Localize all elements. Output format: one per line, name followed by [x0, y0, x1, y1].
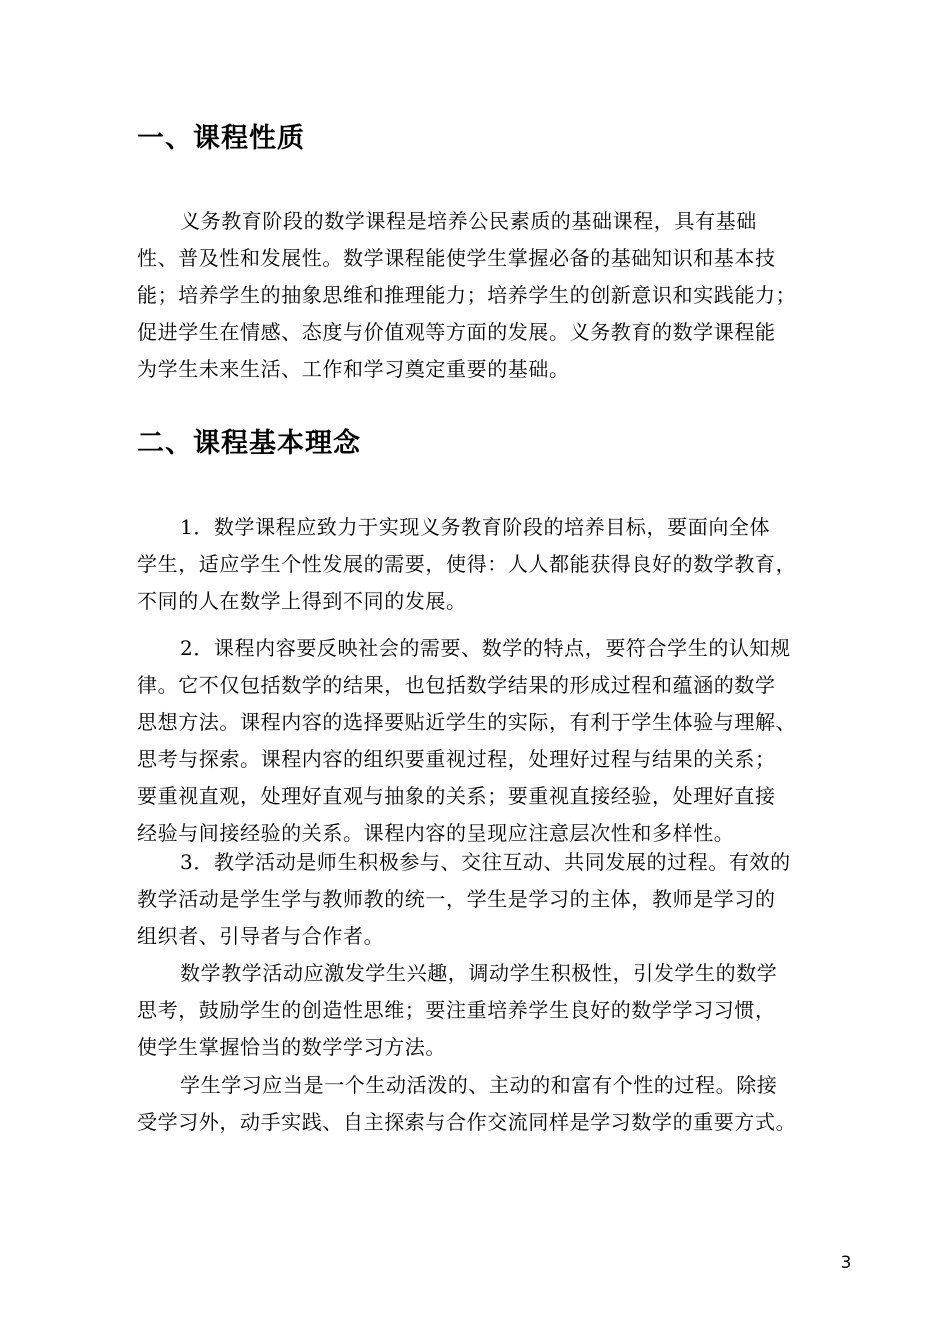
- text-line: 律。它不仅包括数学的结果，也包括数学结果的形成过程和蕴涵的数学: [137, 673, 776, 697]
- text-line: 教学活动是学生学与教师教的统一，学生是学习的主体，教师是学习的: [137, 887, 776, 911]
- text-line: 使学生掌握恰当的数学学习方法。: [137, 1035, 446, 1059]
- text-line: 学生学习应当是一个生动活泼的、主动的和富有个性的过程。除接: [180, 1073, 778, 1097]
- text-line: 思考，鼓励学生的创造性思维；要注重培养学生良好的数学学习习惯，: [137, 998, 776, 1022]
- text-line: 2．课程内容要反映社会的需要、数学的特点，要符合学生的认知规: [180, 636, 791, 660]
- text-line: 性、普及性和发展性。数学课程能使学生掌握必备的基础知识和基本技: [137, 246, 776, 270]
- section-heading-course-nature: 一、课程性质: [137, 123, 305, 154]
- text-line: 3．教学活动是师生积极参与、交往互动、共同发展的过程。有效的: [180, 850, 791, 874]
- paragraph-course-nature: [137, 203, 827, 388]
- text-line: 义务教育阶段的数学课程是培养公民素质的基础课程，具有基础: [180, 209, 757, 233]
- paragraph-concept-2: [137, 630, 827, 852]
- text-line: 思考与探索。课程内容的组织要重视过程，处理好过程与结果的关系；: [137, 747, 776, 771]
- text-line: 受学习外，动手实践、自主探索与合作交流同样是学习数学的重要方式。: [137, 1110, 797, 1134]
- text-line: 不同的人在数学上得到不同的发展。: [137, 589, 467, 613]
- section-heading-basic-concepts: 二、课程基本理念: [137, 428, 361, 459]
- text-line: 1．数学课程应致力于实现义务教育阶段的培养目标，要面向全体: [180, 515, 771, 539]
- text-line: 促进学生在情感、态度与价值观等方面的发展。义务教育的数学课程能: [137, 320, 776, 344]
- paragraph-concept-3: [137, 844, 827, 955]
- text-line: 为学生未来生活、工作和学习奠定重要的基础。: [137, 357, 570, 381]
- text-line: 经验与间接经验的关系。课程内容的呈现应注意层次性和多样性。: [137, 821, 735, 845]
- text-line: 学生，适应学生个性发展的需要，使得：人人都能获得良好的数学教育，: [137, 552, 797, 576]
- paragraph-concept-1: [137, 509, 827, 620]
- page-number: 3: [840, 1253, 852, 1273]
- text-line: 数学教学活动应激发学生兴趣，调动学生积极性，引发学生的数学: [180, 961, 778, 985]
- paragraph-teaching-activities: [137, 955, 827, 1066]
- text-line: 思想方法。课程内容的选择要贴近学生的实际，有利于学生体验与理解、: [137, 710, 797, 734]
- text-line: 组织者、引导者与合作者。: [137, 924, 385, 948]
- text-line: 要重视直观，处理好直观与抽象的关系；要重视直接经验，处理好直接: [137, 784, 776, 808]
- text-line: 能；培养学生的抽象思维和推理能力；培养学生的创新意识和实践能力；: [137, 283, 797, 307]
- paragraph-student-learning: [137, 1067, 827, 1141]
